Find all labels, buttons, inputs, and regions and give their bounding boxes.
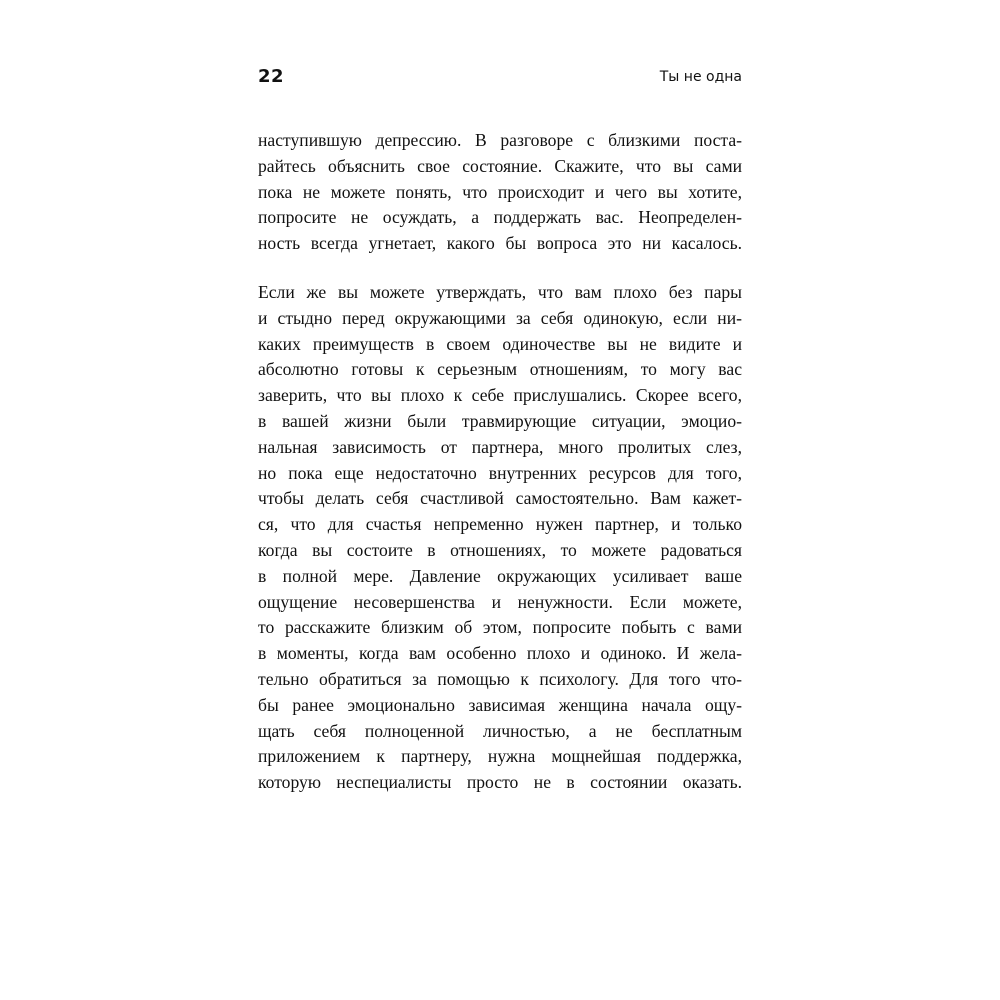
text-line: попросите не осуждать, а поддержать вас. Неопределен- <box>258 207 742 228</box>
text-line: в полной мере. Давление окружающих усиливает ваше <box>258 565 742 586</box>
text-line: ощущение несовершенства и ненужности. Если можете, <box>258 591 742 612</box>
running-header: Ты не одна <box>659 69 742 85</box>
text-line: наступившую депрессию. В разговоре с близкими поста- <box>258 130 742 150</box>
text-line: Если же вы можете утверждать, что вам плохо без пары <box>258 281 742 302</box>
text-line: но пока еще недостаточно внутренних ресурсов для того, <box>258 462 742 483</box>
text-line: заверить, что вы плохо к себе прислушались. Скорее всего, <box>258 385 742 406</box>
text-line: нальная зависимость от партнера, много пролитых слез, <box>258 436 742 457</box>
text-line: в вашей жизни были травмирующие ситуации, эмоцио- <box>258 410 742 431</box>
text-line: когда вы состоите в отношениях, то можете радоваться <box>258 539 742 560</box>
text-line: ся, что для счастья непременно нужен партнер, и только <box>258 514 742 535</box>
text-line: которую неспециалисты просто не в состоянии оказать. <box>258 772 742 793</box>
paragraph-1 <box>258 128 742 257</box>
text-line: каких преимуществ в своем одиночестве вы не видите и <box>258 333 742 354</box>
text-line: в моменты, когда вам особенно плохо и одиноко. И жела- <box>258 643 742 664</box>
paragraph-2 <box>258 280 742 796</box>
body-text <box>258 128 742 819</box>
text-line: ность всегда угнетает, какого бы вопроса это ни касалось. <box>258 233 742 254</box>
text-line: тельно обратиться за помощью к психологу. Для того что- <box>258 668 742 689</box>
text-line: чтобы делать себя счастливой самостоятельно. Вам кажет- <box>258 488 742 509</box>
text-line: райтесь объяснить свое состояние. Скажите, что вы сами <box>258 155 742 176</box>
text-line: абсолютно готовы к серьезным отношениям, то могу вас <box>258 359 742 380</box>
text-line: и стыдно перед окружающими за себя одинокую, если ни- <box>258 307 742 328</box>
page-number: 22 <box>258 66 285 87</box>
text-line: то расскажите близким об этом, попросите побыть с вами <box>258 617 742 638</box>
text-line: приложением к партнеру, нужна мощнейшая поддержка, <box>258 746 742 767</box>
text-line: пока не можете понять, что происходит и чего вы хотите, <box>258 181 742 202</box>
text-line: бы ранее эмоционально зависимая женщина начала ощу- <box>258 694 742 715</box>
text-line: щать себя полноценной личностью, а не бесплатным <box>258 720 742 741</box>
